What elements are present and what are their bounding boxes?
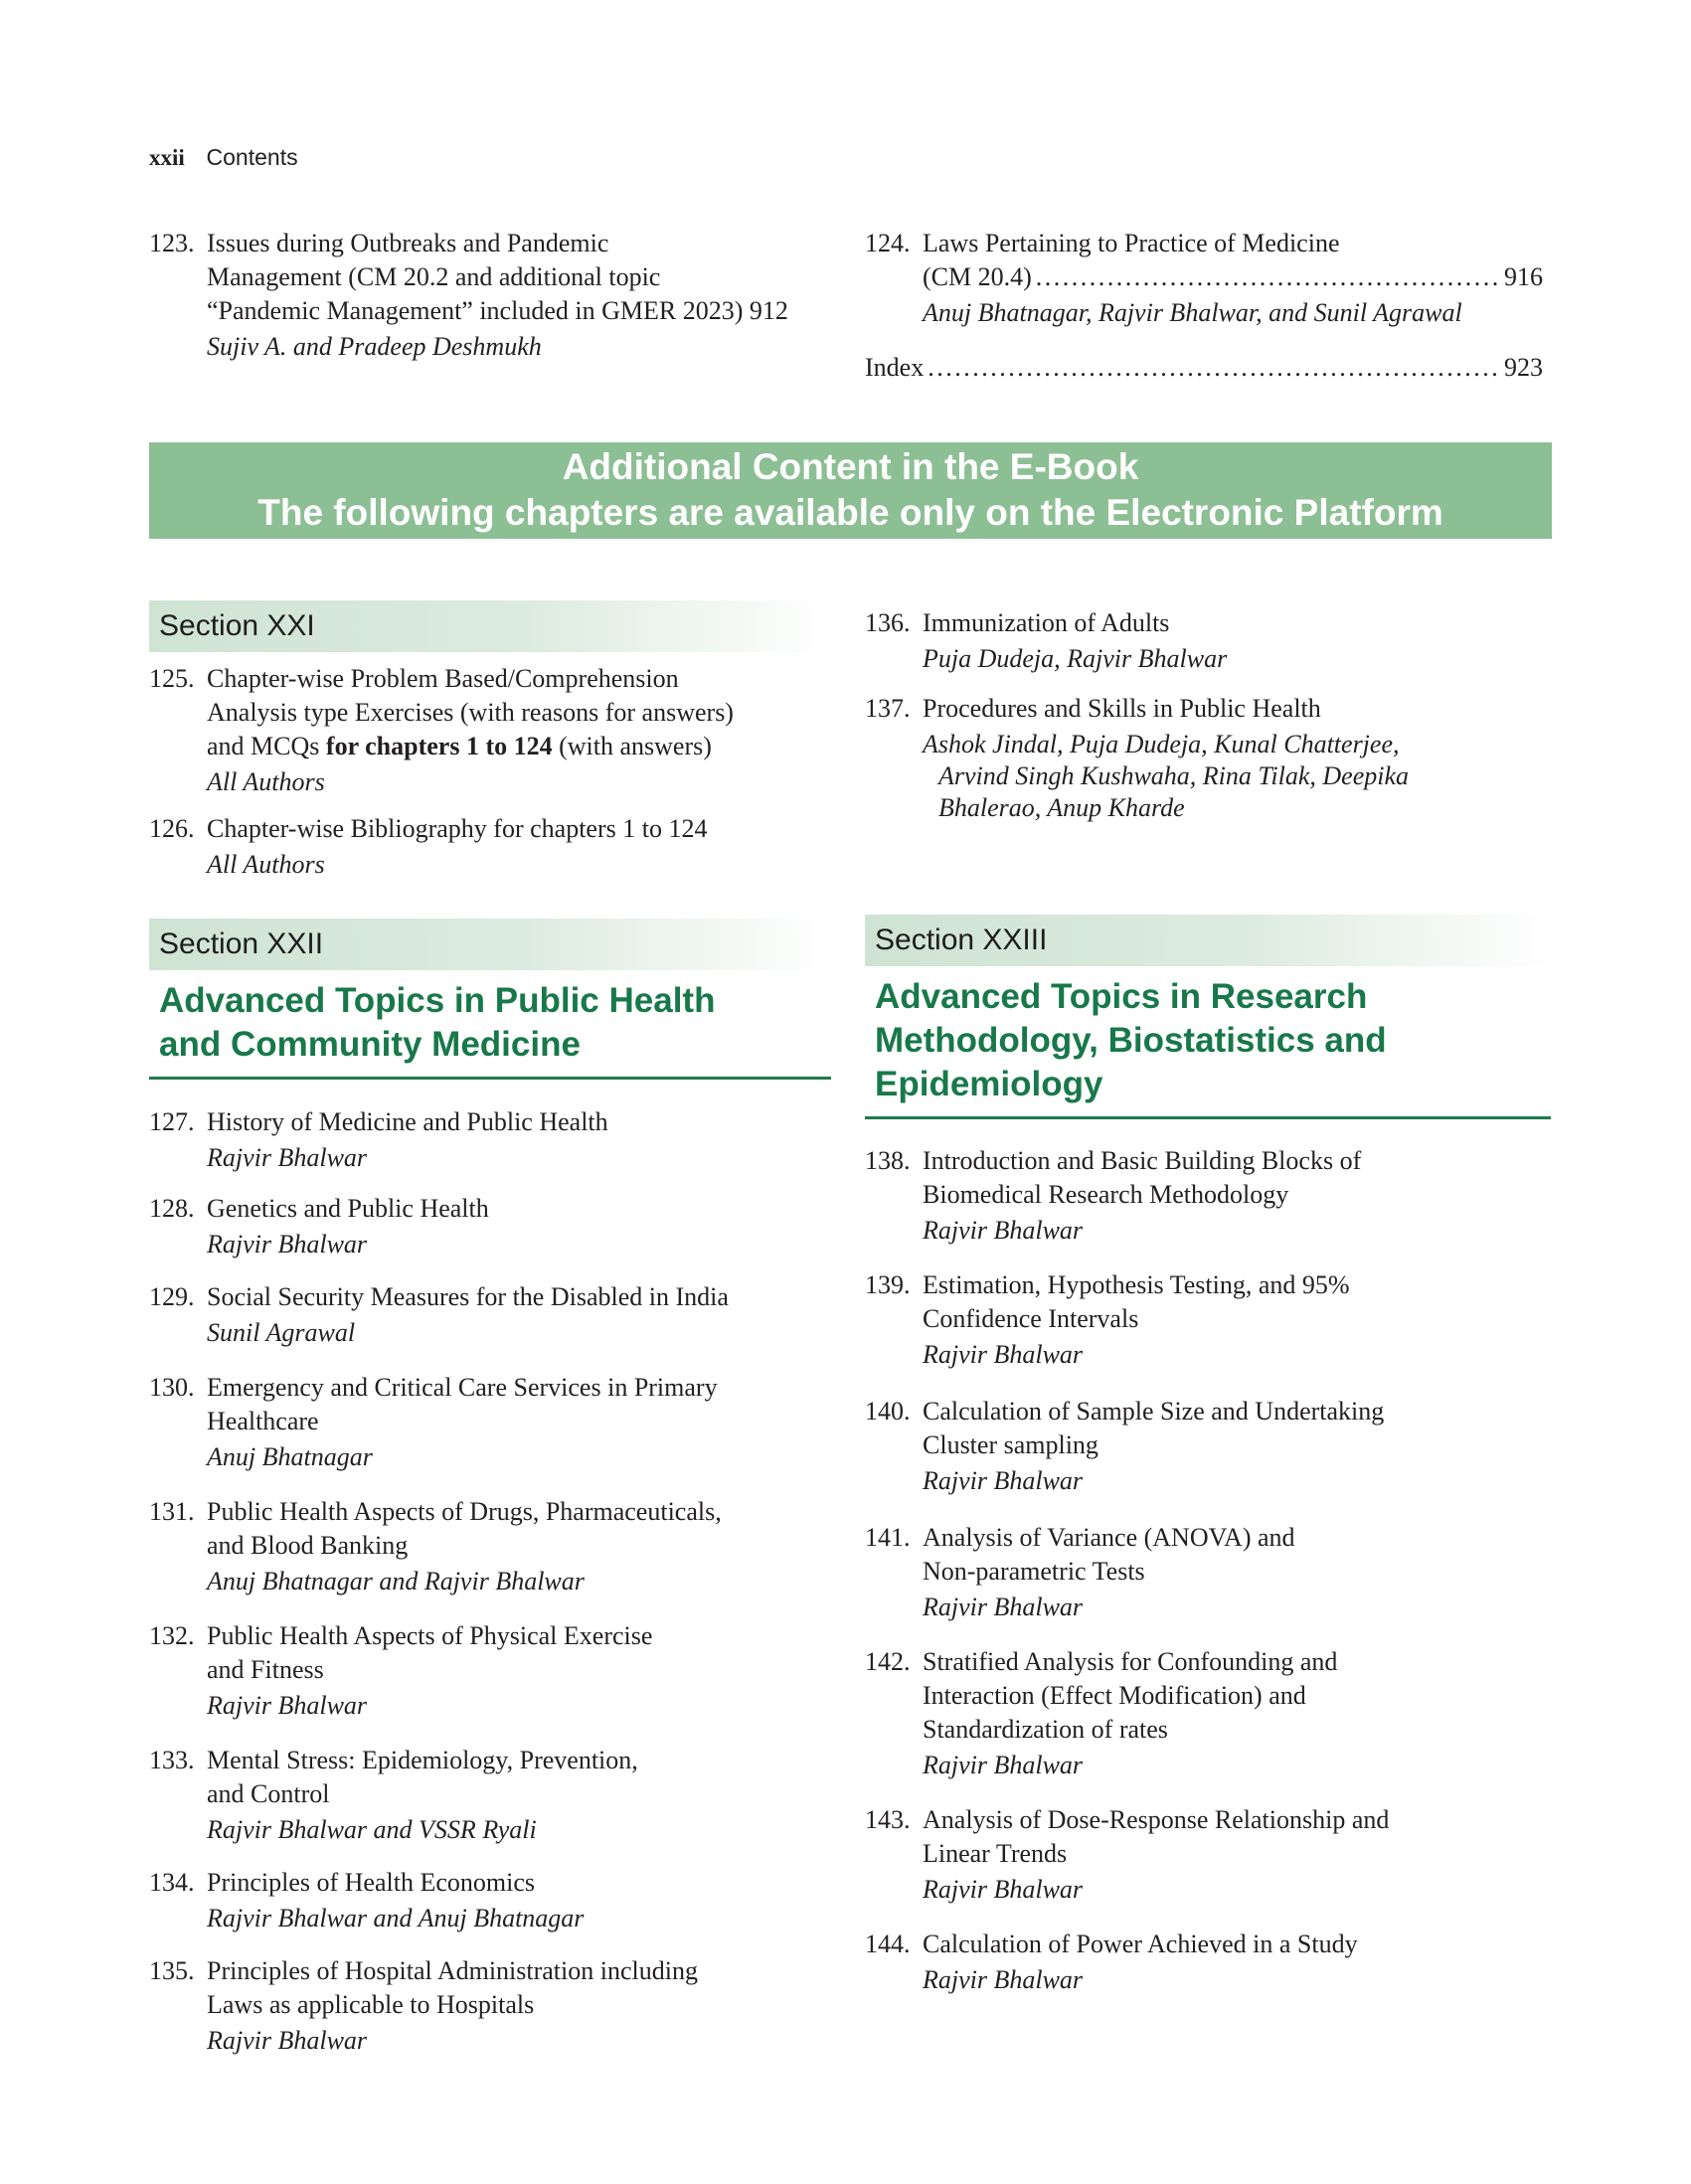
- entry-title-line: Social Security Measures for the Disabled in India: [207, 1282, 729, 1311]
- banner-line-2: The following chapters are available only on the Electronic Platform: [257, 492, 1443, 533]
- toc-entry-131[interactable]: [149, 1495, 831, 1597]
- entry-authors: Rajvir Bhalwar: [923, 1216, 1084, 1245]
- entry-title-line: Principles of Hospital Administration including: [207, 1956, 698, 1985]
- entry-number: 132.: [149, 1621, 195, 1650]
- entry-authors: Rajvir Bhalwar and Anuj Bhatnagar: [207, 1904, 585, 1932]
- entry-title-line: Principles of Health Economics: [207, 1868, 535, 1897]
- entry-number: 130.: [149, 1373, 195, 1402]
- toc-entry-140[interactable]: [865, 1395, 1547, 1497]
- entry-title-bold: for chapters 1 to 124: [325, 732, 553, 760]
- toc-entry-134[interactable]: [149, 1866, 831, 1934]
- toc-entry-144[interactable]: [865, 1928, 1547, 1996]
- leader-dots: [1036, 260, 1500, 294]
- entry-title-line: Chapter-wise Problem Based/Comprehension: [207, 664, 679, 693]
- part-title-xxii: [149, 979, 831, 1080]
- entry-title-line: Estimation, Hypothesis Testing, and 95%: [923, 1270, 1350, 1299]
- toc-entry-137[interactable]: [865, 692, 1547, 824]
- toc-entry-125[interactable]: [149, 662, 831, 798]
- entry-authors: Sunil Agrawal: [207, 1318, 356, 1347]
- part-title-line: Advanced Topics in Public Health: [159, 981, 716, 1020]
- entry-title-line: Stratified Analysis for Confounding and: [923, 1647, 1338, 1676]
- toc-entry-133[interactable]: [149, 1744, 831, 1846]
- entry-authors: Anuj Bhatnagar and Rajvir Bhalwar: [207, 1567, 585, 1596]
- entry-number: 144.: [865, 1930, 911, 1958]
- part-title-line: and Community Medicine: [159, 1025, 581, 1064]
- entry-title-line: Analysis of Variance (ANOVA) and: [923, 1523, 1295, 1552]
- section-header-xxii: [149, 919, 831, 970]
- section-xxii-entries: [149, 1105, 831, 2057]
- entry-title-line: Calculation of Sample Size and Undertaking: [923, 1397, 1385, 1426]
- entry-title-line: Genetics and Public Health: [207, 1194, 489, 1223]
- entry-authors: Sujiv A. and Pradeep Deshmukh: [207, 332, 542, 361]
- entry-title-line: Issues during Outbreaks and Pandemic: [207, 229, 609, 257]
- entry-number: 123.: [149, 229, 195, 257]
- entry-number: 133.: [149, 1746, 195, 1774]
- toc-entry-143[interactable]: [865, 1803, 1547, 1906]
- section-header-xxi: [149, 600, 831, 652]
- entry-title-line: and Fitness: [207, 1655, 324, 1684]
- entry-authors: Anuj Bhatnagar, Rajvir Bhalwar, and Sunil Agrawal: [923, 298, 1462, 327]
- entry-title-line: Non-parametric Tests: [923, 1557, 1145, 1586]
- entry-authors: Rajvir Bhalwar: [207, 1691, 368, 1720]
- banner-line-1: Additional Content in the E-Book: [562, 446, 1139, 487]
- part-title-line: Epidemiology: [875, 1065, 1103, 1103]
- entry-authors: Rajvir Bhalwar: [923, 1965, 1084, 1994]
- toc-entry-139[interactable]: [865, 1268, 1547, 1371]
- entry-title-line: Mental Stress: Epidemiology, Prevention,: [207, 1746, 638, 1774]
- toc-entry-135[interactable]: [149, 1954, 831, 2057]
- entry-title-line: [207, 730, 831, 763]
- entry-authors: [923, 729, 1547, 824]
- running-title: Contents: [206, 144, 298, 170]
- section-header-xxiii: [865, 915, 1551, 966]
- page-number: xxii: [149, 145, 185, 170]
- entry-title-line: Calculation of Power Achieved in a Study: [923, 1930, 1358, 1958]
- entry-title-line: Public Health Aspects of Drugs, Pharmaceuticals,: [207, 1497, 722, 1526]
- index-page-number: 923: [1504, 353, 1543, 382]
- ebook-banner: [149, 442, 1552, 539]
- leader-dots: [928, 351, 1500, 385]
- toc-entry-136[interactable]: [865, 606, 1547, 675]
- entry-title-line: Immunization of Adults: [923, 608, 1170, 637]
- entry-title-line: Management (CM 20.2 and additional topic: [207, 262, 661, 291]
- entry-title-part: (with answers): [552, 732, 712, 760]
- entry-number: 135.: [149, 1956, 195, 1985]
- entry-number: 137.: [865, 694, 911, 723]
- index-label: Index: [865, 353, 925, 382]
- entry-title-line: Healthcare: [207, 1407, 319, 1435]
- entry-title-line: Biomedical Research Methodology: [923, 1180, 1289, 1209]
- entry-number: 139.: [865, 1270, 911, 1299]
- toc-entry-127[interactable]: [149, 1105, 831, 1174]
- part-title-xxiii: [865, 975, 1551, 1119]
- entry-title-line: Analysis of Dose-Response Relationship and: [923, 1805, 1390, 1834]
- section-label: Section XXIII: [875, 924, 1048, 956]
- entry-title-line: Introduction and Basic Building Blocks of: [923, 1146, 1362, 1175]
- section-xxi-entries: [149, 662, 831, 881]
- entry-authors-line: Bhalerao, Anup Kharde: [938, 793, 1185, 822]
- entry-number: 136.: [865, 608, 911, 637]
- entry-title-line: Laws Pertaining to Practice of Medicine: [923, 229, 1340, 257]
- section-label: Section XXII: [159, 927, 324, 960]
- part-title-line: Advanced Topics in Research: [875, 977, 1368, 1016]
- entry-title-line: Cluster sampling: [923, 1430, 1099, 1459]
- entry-title-line: Procedures and Skills in Public Health: [923, 694, 1321, 723]
- entry-title-line: Laws as applicable to Hospitals: [207, 1990, 535, 2019]
- toc-entry-129[interactable]: [149, 1280, 831, 1349]
- entry-title-line: Emergency and Critical Care Services in Primary: [207, 1373, 718, 1402]
- entry-title-line: Public Health Aspects of Physical Exercise: [207, 1621, 653, 1650]
- entry-number: 126.: [149, 814, 195, 843]
- entry-authors: Rajvir Bhalwar: [923, 1751, 1084, 1779]
- entry-title-dotline: [923, 260, 1543, 294]
- entry-number: 140.: [865, 1397, 911, 1426]
- running-header: [149, 144, 298, 171]
- toc-entry-132[interactable]: [149, 1619, 831, 1722]
- entry-authors-line: Ashok Jindal, Puja Dudeja, Kunal Chatterjee,: [923, 730, 1400, 758]
- toc-entry-142[interactable]: [865, 1645, 1547, 1781]
- entry-authors-line: Arvind Singh Kushwaha, Rina Tilak, Deepika: [938, 761, 1410, 790]
- part-title-line: Methodology, Biostatistics and: [875, 1021, 1387, 1060]
- toc-entry-124[interactable]: [865, 227, 1543, 329]
- entry-title-line: Interaction (Effect Modification) and: [923, 1681, 1306, 1710]
- toc-entry-138[interactable]: [865, 1144, 1547, 1247]
- entry-title-line: (CM 20.4): [923, 262, 1032, 291]
- toc-entry-141[interactable]: [865, 1521, 1547, 1623]
- entry-number: 138.: [865, 1146, 911, 1175]
- toc-entry-index[interactable]: [865, 351, 1543, 385]
- entry-authors: Rajvir Bhalwar: [923, 1466, 1084, 1495]
- entry-title-line: and Blood Banking: [207, 1531, 409, 1560]
- entry-authors: Rajvir Bhalwar and VSSR Ryali: [207, 1815, 537, 1844]
- entry-title-line: Confidence Intervals: [923, 1304, 1139, 1333]
- entry-number: 134.: [149, 1868, 195, 1897]
- toc-entry-130[interactable]: [149, 1371, 831, 1473]
- entry-number: 141.: [865, 1523, 911, 1552]
- toc-entry-123[interactable]: [149, 227, 831, 363]
- entry-authors: Rajvir Bhalwar: [923, 1340, 1084, 1369]
- entry-page-number: 916: [1504, 262, 1543, 291]
- entry-number: 131.: [149, 1497, 195, 1526]
- toc-top-left: [149, 227, 831, 363]
- entry-authors: Rajvir Bhalwar: [207, 2026, 368, 2055]
- toc-right-upper: [865, 606, 1547, 824]
- entry-authors: Rajvir Bhalwar: [207, 1143, 368, 1172]
- entry-title-line: History of Medicine and Public Health: [207, 1107, 608, 1136]
- section-xxiii-entries: [865, 1144, 1547, 1996]
- entry-authors: Anuj Bhatnagar: [207, 1442, 373, 1471]
- entry-number: 128.: [149, 1194, 195, 1223]
- entry-authors: Rajvir Bhalwar: [923, 1875, 1084, 1904]
- entry-title-line: Analysis type Exercises (with reasons for answers): [207, 698, 734, 727]
- entry-title-line: “Pandemic Management” included in GMER 2023) 912: [207, 296, 788, 325]
- entry-number: 124.: [865, 229, 911, 257]
- entry-number: 143.: [865, 1805, 911, 1834]
- entry-authors: All Authors: [207, 850, 325, 879]
- entry-title-line: Chapter-wise Bibliography for chapters 1 to 124: [207, 814, 708, 843]
- entry-authors: All Authors: [207, 767, 325, 796]
- entry-number: 142.: [865, 1647, 911, 1676]
- entry-title-line: Standardization of rates: [923, 1715, 1168, 1744]
- entry-authors: Puja Dudeja, Rajvir Bhalwar: [923, 644, 1228, 673]
- entry-title-line: and Control: [207, 1779, 330, 1808]
- entry-number: 129.: [149, 1282, 195, 1311]
- toc-entry-126[interactable]: [149, 812, 831, 881]
- entry-number: 125.: [149, 664, 195, 693]
- toc-entry-128[interactable]: [149, 1192, 831, 1260]
- entry-title-part: and MCQs: [207, 732, 326, 760]
- entry-authors: Rajvir Bhalwar: [207, 1230, 368, 1259]
- entry-authors: Rajvir Bhalwar: [923, 1593, 1084, 1621]
- entry-title-line: Linear Trends: [923, 1839, 1068, 1868]
- toc-top-right: [865, 227, 1543, 385]
- section-label: Section XXI: [159, 609, 315, 642]
- entry-number: 127.: [149, 1107, 195, 1136]
